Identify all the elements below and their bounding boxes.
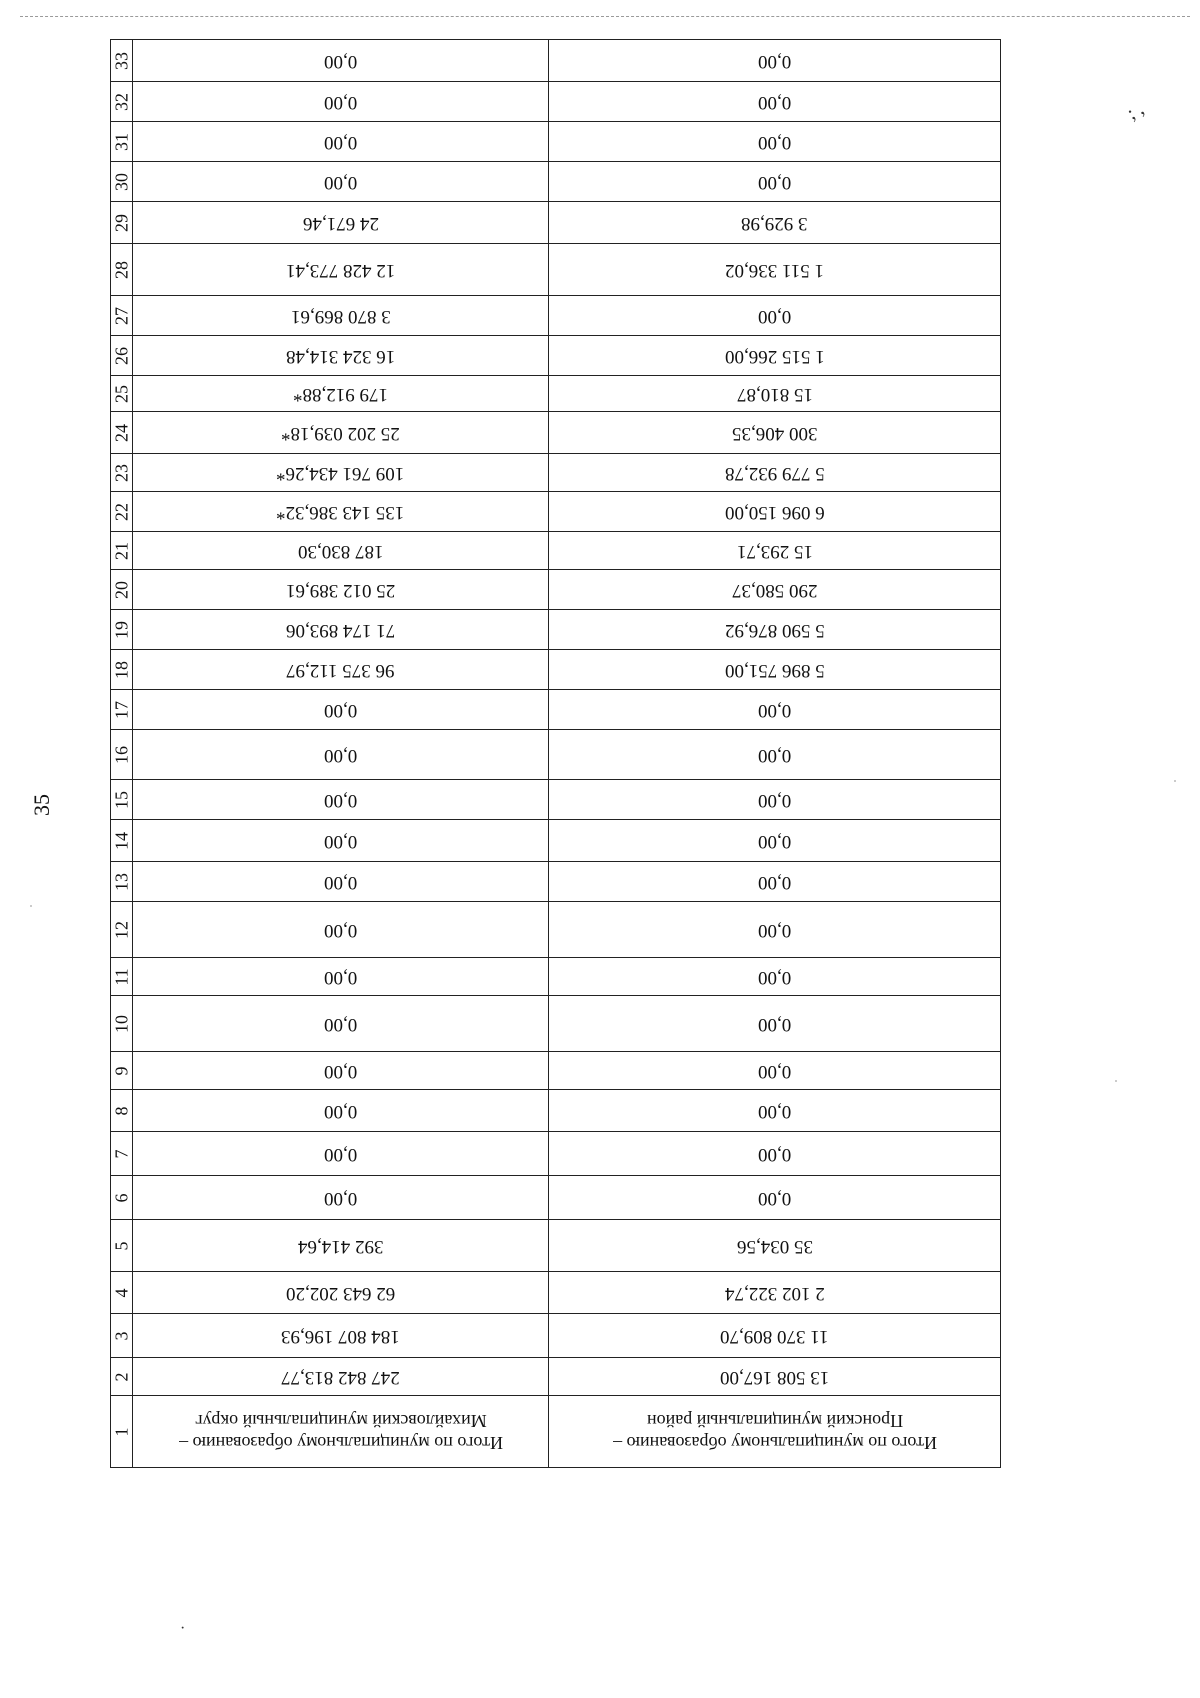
column-number-cell	[111, 532, 133, 570]
column-number-cell	[111, 902, 133, 958]
value-cell-pronsky	[549, 202, 1001, 244]
value-mikhailovsky: 71 174 893,06	[285, 619, 396, 641]
table-row	[111, 532, 1001, 570]
value-cell-pronsky	[549, 412, 1001, 454]
table-row	[111, 162, 1001, 202]
value-cell-pronsky	[549, 862, 1001, 902]
stray-dot-mark: ·	[180, 1620, 186, 1637]
value-mikhailovsky: 25 202 039,18*	[281, 422, 400, 444]
scan-speck	[1115, 1080, 1117, 1082]
column-number: 30	[111, 172, 132, 191]
value-mikhailovsky: 0,00	[323, 919, 358, 941]
table-row	[111, 492, 1001, 532]
column-number-cell	[111, 650, 133, 690]
value-pronsky: 300 406,35	[731, 422, 818, 444]
column-number-cell	[111, 82, 133, 122]
value-mikhailovsky: 0,00	[323, 871, 358, 893]
value-cell-pronsky	[549, 532, 1001, 570]
table-row	[111, 1090, 1001, 1132]
table-header-row-group	[111, 1396, 1001, 1468]
value-mikhailovsky: 24 671,46	[302, 212, 379, 234]
data-table	[110, 39, 1001, 1468]
column-number-cell	[111, 862, 133, 902]
table-row	[111, 412, 1001, 454]
value-cell-mikhailovsky	[133, 1090, 549, 1132]
value-pronsky: 0,00	[757, 171, 792, 193]
value-pronsky: 0,00	[757, 744, 792, 766]
column-number: 20	[111, 580, 132, 599]
value-cell-mikhailovsky	[133, 1272, 549, 1314]
column-number-cell	[111, 162, 133, 202]
value-cell-pronsky	[549, 1220, 1001, 1272]
value-mikhailovsky: 187 830,30	[297, 540, 384, 562]
column-number-cell	[111, 1052, 133, 1090]
value-cell-mikhailovsky	[133, 1052, 549, 1090]
value-pronsky: 290 580,37	[731, 579, 818, 601]
value-cell-pronsky	[549, 244, 1001, 296]
value-pronsky: 3 929,98	[741, 212, 808, 234]
column-number: 2	[111, 1372, 132, 1381]
column-number-cell	[111, 296, 133, 336]
page-number: 35	[29, 794, 54, 816]
value-cell-pronsky	[549, 82, 1001, 122]
column-number-cell	[111, 570, 133, 610]
column-number: 28	[111, 260, 132, 279]
table-row	[111, 1052, 1001, 1090]
table-row	[111, 1132, 1001, 1176]
value-mikhailovsky: 0,00	[323, 50, 358, 72]
header-label-pronsky: Итого по муниципальному образованию – Пронский муниципальный район	[612, 1410, 937, 1453]
value-mikhailovsky: 247 842 813,77	[281, 1366, 400, 1388]
value-mikhailovsky: 392 414,64	[297, 1235, 384, 1257]
column-number-cell	[111, 244, 133, 296]
column-number: 15	[111, 790, 132, 809]
column-number: 18	[111, 660, 132, 679]
column-number: 31	[111, 132, 132, 151]
column-number: 16	[111, 745, 132, 764]
header-cell-pronsky	[549, 1396, 1001, 1468]
value-cell-mikhailovsky	[133, 1314, 549, 1358]
column-number-cell	[111, 1090, 133, 1132]
value-cell-pronsky	[549, 1358, 1001, 1396]
value-pronsky: 0,00	[757, 871, 792, 893]
value-cell-mikhailovsky	[133, 650, 549, 690]
value-pronsky: 5 590 876,92	[724, 619, 825, 641]
value-cell-pronsky	[549, 162, 1001, 202]
value-mikhailovsky: 16 324 314,48	[285, 345, 396, 367]
table-row	[111, 570, 1001, 610]
value-pronsky: 5 896 751,00	[724, 659, 825, 681]
value-pronsky: 1 515 266,00	[724, 345, 825, 367]
value-cell-mikhailovsky	[133, 492, 549, 532]
value-mikhailovsky: 25 012 389,61	[285, 579, 396, 601]
table-row	[111, 650, 1001, 690]
table-row	[111, 862, 1001, 902]
table-row	[111, 690, 1001, 730]
value-cell-mikhailovsky	[133, 412, 549, 454]
column-number-cell	[111, 454, 133, 492]
header-cell-mikhailovsky	[133, 1396, 549, 1468]
value-cell-mikhailovsky	[133, 162, 549, 202]
table-row	[111, 958, 1001, 996]
table-row	[111, 40, 1001, 82]
value-cell-mikhailovsky	[133, 40, 549, 82]
value-pronsky: 15 810,87	[736, 383, 813, 405]
value-cell-mikhailovsky	[133, 862, 549, 902]
value-cell-pronsky	[549, 650, 1001, 690]
value-pronsky: 1 511 336,02	[724, 259, 825, 281]
value-cell-pronsky	[549, 570, 1001, 610]
value-pronsky: 11 370 809,70	[720, 1325, 829, 1347]
value-cell-mikhailovsky	[133, 202, 549, 244]
value-pronsky: 15 293,71	[736, 540, 813, 562]
value-cell-mikhailovsky	[133, 376, 549, 412]
value-cell-pronsky	[549, 122, 1001, 162]
column-number-cell	[111, 1220, 133, 1272]
column-number: 3	[111, 1331, 132, 1340]
column-number: 22	[111, 502, 132, 521]
value-cell-pronsky	[549, 1272, 1001, 1314]
value-cell-mikhailovsky	[133, 1176, 549, 1220]
value-mikhailovsky: 0,00	[323, 171, 358, 193]
value-cell-pronsky	[549, 1132, 1001, 1176]
table-row	[111, 820, 1001, 862]
value-cell-pronsky	[549, 40, 1001, 82]
column-number: 8	[111, 1106, 132, 1115]
column-number: 29	[111, 213, 132, 232]
column-number-cell	[111, 690, 133, 730]
value-mikhailovsky: 0,00	[323, 131, 358, 153]
table-row	[111, 780, 1001, 820]
table-row	[111, 996, 1001, 1052]
header-label-mikhailovsky: Итого по муниципальному образованию – Михайловский муниципальный округ	[178, 1410, 503, 1453]
column-number: 14	[111, 831, 132, 850]
value-cell-pronsky	[549, 958, 1001, 996]
value-pronsky: 5 779 932,78	[724, 462, 825, 484]
value-pronsky: 0,00	[757, 1143, 792, 1165]
value-cell-mikhailovsky	[133, 996, 549, 1052]
column-number-cell	[111, 376, 133, 412]
value-pronsky: 6 096 150,00	[724, 501, 825, 523]
table-row	[111, 1358, 1001, 1396]
value-cell-mikhailovsky	[133, 780, 549, 820]
value-cell-mikhailovsky	[133, 122, 549, 162]
table-row	[111, 902, 1001, 958]
value-cell-pronsky	[549, 1052, 1001, 1090]
value-pronsky: 0,00	[757, 1060, 792, 1082]
value-pronsky: 0,00	[757, 966, 792, 988]
column-number: 6	[111, 1193, 132, 1202]
column-number: 23	[111, 463, 132, 482]
column-number: 27	[111, 306, 132, 325]
value-mikhailovsky: 135 143 386,32*	[276, 501, 405, 523]
column-number: 12	[111, 920, 132, 939]
column-number: 10	[111, 1014, 132, 1033]
column-number-cell	[111, 996, 133, 1052]
column-number-cell	[111, 336, 133, 376]
value-pronsky: 13 508 167,00	[719, 1366, 830, 1388]
value-pronsky: 0,00	[757, 699, 792, 721]
value-mikhailovsky: 96 375 112,97	[286, 659, 395, 681]
value-mikhailovsky: 0,00	[323, 1187, 358, 1209]
value-cell-pronsky	[549, 1314, 1001, 1358]
column-number-cell	[111, 1132, 133, 1176]
value-pronsky: 0,00	[757, 1187, 792, 1209]
value-cell-pronsky	[549, 730, 1001, 780]
value-cell-mikhailovsky	[133, 958, 549, 996]
value-cell-pronsky	[549, 780, 1001, 820]
value-pronsky: 0,00	[757, 50, 792, 72]
column-number: 26	[111, 346, 132, 365]
value-mikhailovsky: 0,00	[323, 1100, 358, 1122]
value-cell-mikhailovsky	[133, 820, 549, 862]
value-cell-mikhailovsky	[133, 1358, 549, 1396]
value-mikhailovsky: 0,00	[323, 966, 358, 988]
column-number-cell	[111, 40, 133, 82]
column-number-cell	[111, 820, 133, 862]
corner-mark: ; ,	[1123, 97, 1148, 125]
value-mikhailovsky: 62 643 202,20	[285, 1282, 396, 1304]
value-cell-pronsky	[549, 690, 1001, 730]
value-cell-pronsky	[549, 996, 1001, 1052]
value-cell-pronsky	[549, 1176, 1001, 1220]
column-number: 1	[111, 1427, 132, 1436]
column-number-cell	[111, 780, 133, 820]
table-row	[111, 336, 1001, 376]
column-number-cell	[111, 610, 133, 650]
value-mikhailovsky: 0,00	[323, 744, 358, 766]
table-row	[111, 1314, 1001, 1358]
table-row	[111, 1176, 1001, 1220]
column-number-cell	[111, 1396, 133, 1468]
column-number: 13	[111, 872, 132, 891]
value-mikhailovsky: 109 761 434,26*	[276, 462, 405, 484]
column-number-cell	[111, 1358, 133, 1396]
column-number-cell	[111, 1314, 133, 1358]
value-mikhailovsky: 179 912,88*	[293, 383, 388, 405]
column-number: 21	[111, 541, 132, 560]
value-cell-mikhailovsky	[133, 244, 549, 296]
table-row	[111, 1272, 1001, 1314]
table-row	[111, 202, 1001, 244]
value-cell-mikhailovsky	[133, 336, 549, 376]
value-pronsky: 0,00	[757, 789, 792, 811]
value-mikhailovsky: 0,00	[323, 830, 358, 852]
column-number: 4	[111, 1288, 132, 1297]
value-pronsky: 0,00	[757, 919, 792, 941]
value-cell-pronsky	[549, 1090, 1001, 1132]
value-cell-pronsky	[549, 610, 1001, 650]
table-row	[111, 376, 1001, 412]
table-row	[111, 1220, 1001, 1272]
table-row	[111, 122, 1001, 162]
column-number-cell	[111, 730, 133, 780]
value-cell-mikhailovsky	[133, 454, 549, 492]
value-mikhailovsky: 0,00	[323, 91, 358, 113]
value-cell-pronsky	[549, 376, 1001, 412]
value-cell-pronsky	[549, 454, 1001, 492]
column-number: 19	[111, 620, 132, 639]
value-mikhailovsky: 0,00	[323, 1013, 358, 1035]
table-header-row	[111, 1396, 1001, 1468]
value-cell-pronsky	[549, 336, 1001, 376]
value-cell-pronsky	[549, 820, 1001, 862]
value-pronsky: 0,00	[757, 305, 792, 327]
value-cell-mikhailovsky	[133, 570, 549, 610]
column-number-cell	[111, 1176, 133, 1220]
value-cell-mikhailovsky	[133, 1220, 549, 1272]
value-cell-mikhailovsky	[133, 532, 549, 570]
value-cell-mikhailovsky	[133, 690, 549, 730]
value-cell-pronsky	[549, 296, 1001, 336]
value-pronsky: 2 102 322,74	[724, 1282, 825, 1304]
table-row	[111, 610, 1001, 650]
table-row	[111, 296, 1001, 336]
column-number: 11	[111, 967, 132, 986]
value-mikhailovsky: 3 870 869,61	[290, 305, 391, 327]
column-number-cell	[111, 492, 133, 532]
column-number-cell	[111, 1272, 133, 1314]
value-mikhailovsky: 0,00	[323, 1060, 358, 1082]
column-number: 25	[111, 384, 132, 403]
scan-speck	[1174, 780, 1176, 782]
table-row	[111, 730, 1001, 780]
data-table-body	[111, 40, 1001, 1396]
value-cell-pronsky	[549, 902, 1001, 958]
column-number: 9	[111, 1066, 132, 1075]
value-mikhailovsky: 0,00	[323, 1143, 358, 1165]
table-row	[111, 454, 1001, 492]
column-number: 33	[111, 51, 132, 70]
column-number: 32	[111, 92, 132, 111]
value-cell-mikhailovsky	[133, 296, 549, 336]
value-pronsky: 0,00	[757, 91, 792, 113]
value-cell-mikhailovsky	[133, 1132, 549, 1176]
table-row	[111, 82, 1001, 122]
column-number: 7	[111, 1149, 132, 1158]
column-number-cell	[111, 202, 133, 244]
value-cell-pronsky	[549, 492, 1001, 532]
column-number-cell	[111, 958, 133, 996]
value-mikhailovsky: 184 807 196,93	[281, 1325, 400, 1347]
column-number: 24	[111, 423, 132, 442]
column-number-cell	[111, 412, 133, 454]
value-pronsky: 35 034,56	[736, 1235, 813, 1257]
scan-speck	[30, 905, 32, 907]
value-pronsky: 0,00	[757, 1100, 792, 1122]
value-mikhailovsky: 0,00	[323, 789, 358, 811]
top-dashed-rule	[20, 16, 1190, 17]
value-cell-mikhailovsky	[133, 902, 549, 958]
column-number: 17	[111, 700, 132, 719]
value-pronsky: 0,00	[757, 1013, 792, 1035]
column-number-cell	[111, 122, 133, 162]
value-mikhailovsky: 0,00	[323, 699, 358, 721]
value-pronsky: 0,00	[757, 830, 792, 852]
table-row	[111, 244, 1001, 296]
value-cell-mikhailovsky	[133, 730, 549, 780]
value-mikhailovsky: 12 428 773,41	[285, 259, 396, 281]
value-cell-mikhailovsky	[133, 610, 549, 650]
value-pronsky: 0,00	[757, 131, 792, 153]
column-number: 5	[111, 1241, 132, 1250]
value-cell-mikhailovsky	[133, 82, 549, 122]
